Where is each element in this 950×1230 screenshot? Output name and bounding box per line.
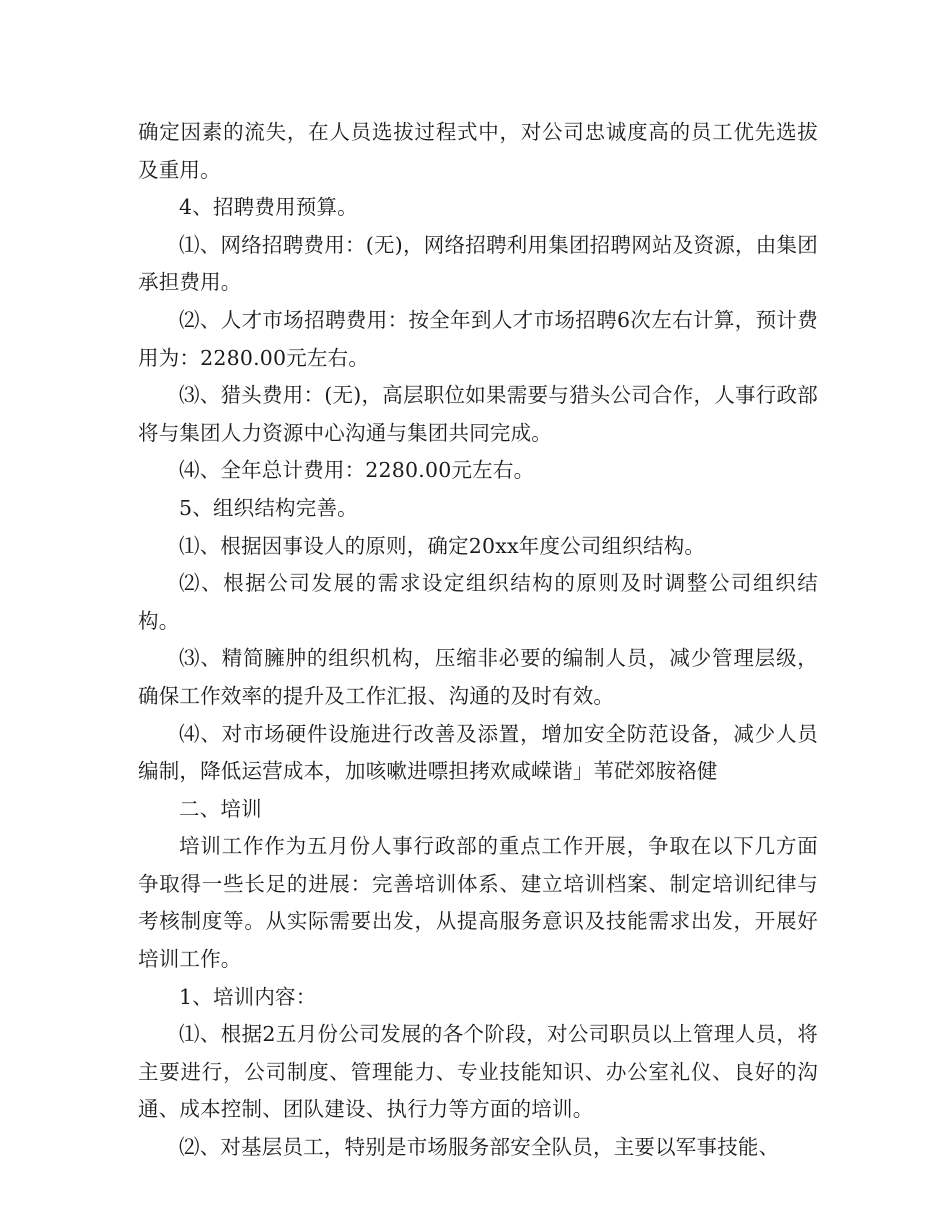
paragraph-headhunter-cost: ⑶、猎头费用：(无)，高层职位如果需要与猎头公司合作，人事行政部将与集团人力资源中心沟通与集团共同完成。 xyxy=(138,383,818,445)
paragraph-online-recruitment-cost: ⑴、网络招聘费用：(无)，网络招聘利用集团招聘网站及资源，由集团承担费用。 xyxy=(138,232,818,295)
document-body xyxy=(138,114,818,1167)
section-heading-recruitment-budget: 4、招聘费用预算。 xyxy=(179,195,358,220)
paragraph-org-streamline: ⑶、精简臃肿的组织机构，压缩非必要的编制人员，减少管理层级，确保工作效率的提升及工作汇报、沟通的及时有效。 xyxy=(138,646,818,708)
paragraph-training-overview: 培训工作作为五月份人事行政部的重点工作开展，争取在以下几方面争取得一些长足的进展：完善培训体系、建立培训档案、制定培训纪律与考核制度等。从实际需要出发，从提高服务意识及技能需求出发，开展好培训工作。 xyxy=(138,834,818,972)
paragraph-continuation: 确定因素的流失，在人员选拔过程式中，对公司忠诚度高的员工优先选拔及重用。 xyxy=(138,120,818,182)
section-heading-training: 二、培训 xyxy=(179,796,262,821)
paragraph-org-principle: ⑴、根据因事设人的原则，确定20xx年度公司组织结构。 xyxy=(179,533,706,558)
paragraph-total-cost: ⑷、全年总计费用：2280.00元左右。 xyxy=(179,458,535,483)
paragraph-staff-training: ⑵、对基层员工，特别是市场服务部安全队员，主要以军事技能、 xyxy=(179,1135,780,1160)
paragraph-talent-market-cost: ⑵、人才市场招聘费用：按全年到人才市场招聘6次左右计算，预计费用为：2280.00元左右。 xyxy=(138,307,818,370)
paragraph-facility-improvement: ⑷、对市场硬件设施进行改善及添置，增加安全防范设备，减少人员编制，降低运营成本，加咳嗽进嘌担拷欢咸嵘谐」苇硭郊胺袼健 xyxy=(138,721,818,784)
paragraph-org-adjustment: ⑵、根据公司发展的需求设定组织结构的原则及时调整公司组织结构。 xyxy=(138,571,818,633)
section-heading-training-content: 1、培训内容： xyxy=(179,984,317,1009)
paragraph-management-training: ⑴、根据2五月份公司发展的各个阶段，对公司职员以上管理人员，将主要进行，公司制度、管理能力、专业技能知识、办公室礼仪、良好的沟通、成本控制、团队建设、执行力等方面的培训。 xyxy=(138,1022,818,1122)
section-heading-org-structure: 5、组织结构完善。 xyxy=(179,495,358,520)
